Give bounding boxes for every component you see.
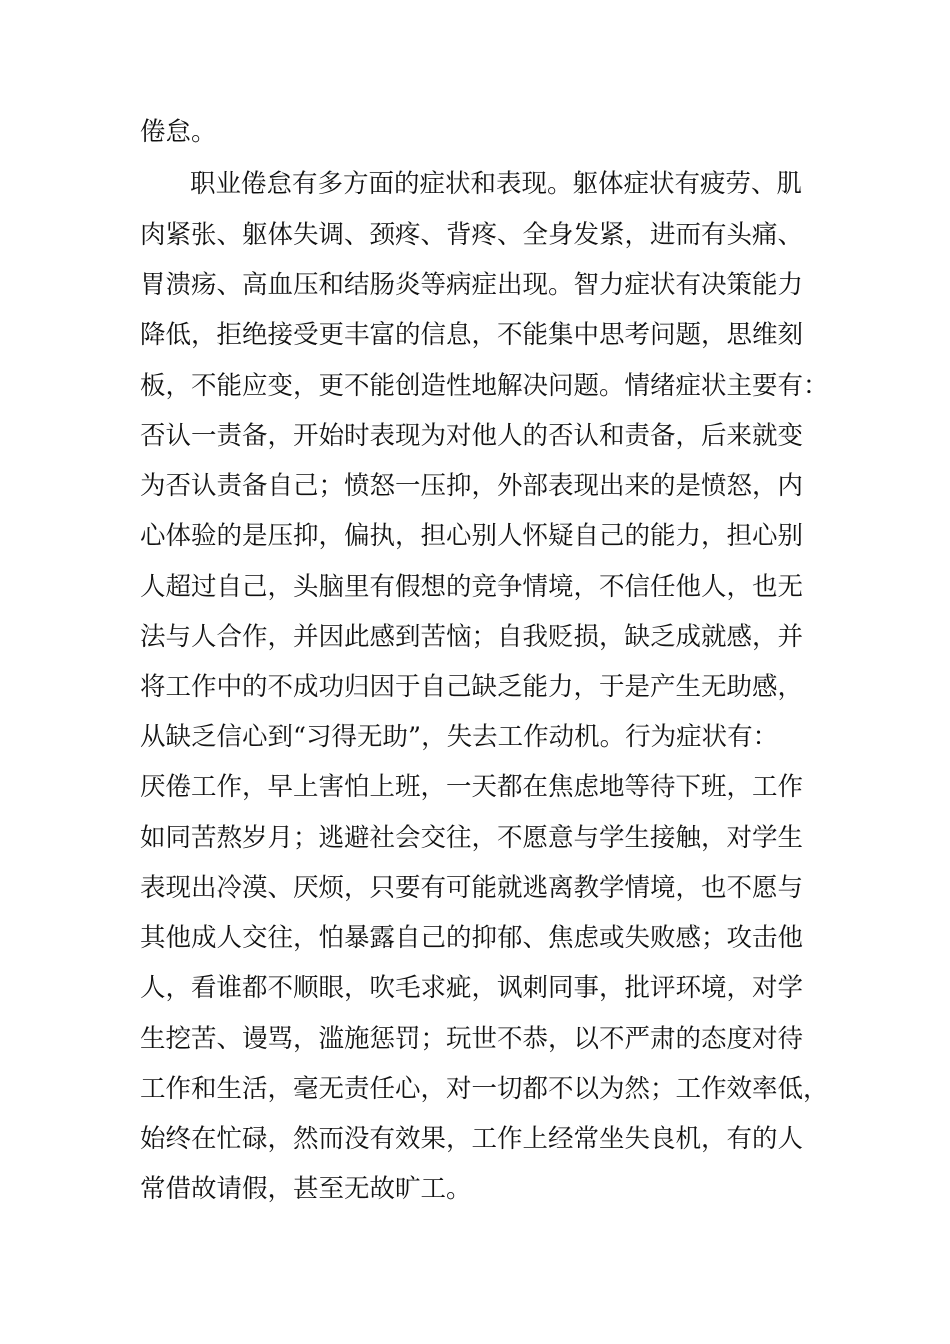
text-line-7: 否认一责备，开始时表现为对他人的否认和责备，后来就变	[140, 421, 804, 451]
text-line-17: 其他成人交往，怕暴露自己的抑郁、焦虑或失败感；攻击他	[140, 923, 804, 953]
text-line-6: 板，不能应变，更不能创造性地解决问题。情绪症状主要有：	[140, 371, 829, 401]
text-line-20: 工作和生活，毫无责任心，对一切都不以为然；工作效率低，	[140, 1074, 829, 1104]
text-line-4: 胃溃疡、高血压和结肠炎等病症出现。智力症状有决策能力	[140, 270, 804, 300]
text-line-14: 厌倦工作，早上害怕上班，一天都在焦虑地等待下班，工作	[140, 772, 804, 802]
text-line-2: 职业倦怠有多方面的症状和表现。躯体症状有疲劳、肌	[190, 169, 803, 199]
text-line-11: 法与人合作，并因此感到苦恼；自我贬损，缺乏成就感，并	[140, 622, 804, 652]
text-line-9: 心体验的是压抑，偏执，担心别人怀疑自己的能力，担心别	[140, 521, 804, 551]
text-line-15: 如同苦熬岁月；逃避社会交往，不愿意与学生接触，对学生	[140, 823, 804, 853]
text-line-13: 从缺乏信心到“习得无助”，失去工作动机。行为症状有：	[140, 722, 779, 752]
text-line-19: 生挖苦、谩骂，滥施惩罚；玩世不恭，以不严肃的态度对待	[140, 1024, 804, 1054]
text-line-18: 人，看谁都不顺眼，吹毛求疵，讽刺同事，批评环境，对学	[140, 973, 804, 1003]
text-line-5: 降低，拒绝接受更丰富的信息，不能集中思考问题，思维刻	[140, 320, 804, 350]
text-line-8: 为否认责备自己；愤怒一压抑，外部表现出来的是愤怒，内	[140, 471, 804, 501]
text-line-22: 常借故请假，甚至无故旷工。	[140, 1174, 472, 1204]
text-line-1: 倦怠。	[140, 117, 217, 147]
text-line-3: 肉紧张、躯体失调、颈疼、背疼、全身发紧，进而有头痛、	[140, 220, 804, 250]
text-line-21: 始终在忙碌，然而没有效果，工作上经常坐失良机，有的人	[140, 1124, 804, 1154]
text-line-10: 人超过自己，头脑里有假想的竞争情境，不信任他人，也无	[140, 572, 804, 602]
text-line-16: 表现出冷漠、厌烦，只要有可能就逃离教学情境，也不愿与	[140, 873, 804, 903]
text-line-12: 将工作中的不成功归因于自己缺乏能力，于是产生无助感，	[140, 672, 804, 702]
